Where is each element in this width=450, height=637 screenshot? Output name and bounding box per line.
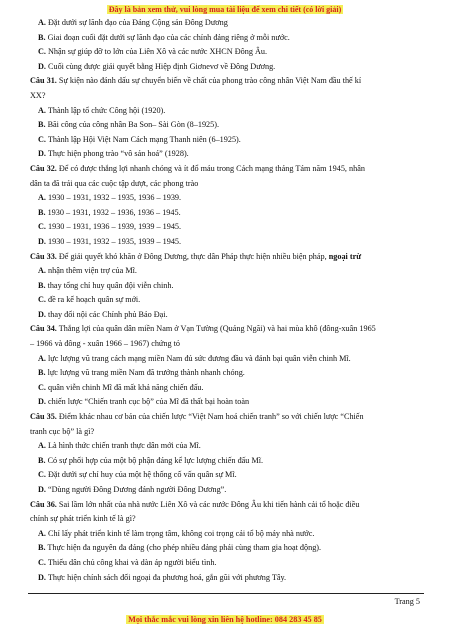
question-content: [30, 16, 422, 585]
question-36-cont: chỉnh sự phát triển kinh tế là gì?: [30, 514, 136, 524]
option-b: B. thay tổng chỉ huy quân đội viễn chinh.: [38, 280, 174, 290]
option-d: D. chiến lược “Chiến tranh cục bộ” của Mĩ đã thất bại hoàn toàn: [38, 397, 250, 407]
preview-banner: Đây là bản xem thử, vui lòng mua tài liệu để xem chi tiết (có lời giải): [108, 5, 342, 14]
option-b: B. Có sự phối hợp của một bộ phận đáng kể lực lượng chiến đấu Mĩ.: [38, 455, 264, 465]
question-31-cont: XX?: [30, 90, 46, 100]
footer-divider: [28, 593, 424, 594]
option-b: B. lực lượng vũ trang miền Nam đã trưởng thành nhanh chóng.: [38, 368, 245, 378]
option-c: C. 1930 – 1931, 1936 – 1939, 1939 – 1945.: [38, 222, 182, 232]
option-b: B. Thực hiện đa nguyên đa đảng (cho phép nhiều đảng phái cùng tham gia hoạt động).: [38, 543, 322, 553]
option-a: A. Chỉ lấy phát triển kinh tế làm trọng tâm, không coi trọng cải tổ bộ máy nhà nước.: [38, 528, 315, 538]
option-c: C. Thiếu dân chủ công khai và dàn áp người biểu tình.: [38, 557, 217, 567]
question-35: Câu 35. Điểm khác nhau cơ bản của chiến lược “Việt Nam hoá chiến tranh” so với chiến lược “Chiến: [30, 412, 364, 422]
option-a: A. lực lượng vũ trang cách mạng miền Nam đủ sức đương đầu và đánh bại quân viễn chinh Mĩ.: [38, 353, 351, 363]
option-c: C. quân viễn chinh Mĩ đã mất khả năng chiến đấu.: [38, 382, 204, 392]
option-c: C. Thành lập Hội Việt Nam Cách mạng Thanh niên (6–1925).: [38, 134, 241, 144]
option-d: D. Thực hiện phong trào “vô sản hoá” (1928).: [38, 149, 189, 159]
option-b: B. Bãi công của công nhân Ba Son– Sài Gòn (8–1925).: [38, 120, 220, 130]
option-d: D. Cuối cùng được giải quyết bằng Hiệp định Giơnevơ về Đông Dương.: [38, 61, 276, 71]
option-a: A. 1930 – 1931, 1932 – 1935, 1936 – 1939.: [38, 193, 182, 203]
option-a: A. Đặt dưới sự lãnh đạo của Đảng Cộng sản Đông Dương: [38, 18, 228, 27]
option-b: B. 1930 – 1931, 1932 – 1936, 1936 – 1945.: [38, 207, 181, 217]
question-33: Câu 33. Để giải quyết khó khăn ở Đông Dương, thực dân Pháp thực hiện nhiều biện pháp, ngoại trừ: [30, 251, 362, 261]
question-32-cont: dân ta đã trải qua các cuộc tập dượt, các phong trào: [30, 178, 199, 188]
hotline-banner: Mọi thắc mắc vui lòng xin liên hệ hotline: 084 283 45 85: [128, 615, 322, 624]
option-c: C. Nhận sự giúp đỡ to lớn của Liên Xô và các nước XHCN Đông Âu.: [38, 47, 268, 57]
question-36: Câu 36. Sai lầm lớn nhất của nhà nước Liên Xô và các nước Đông Âu khi tiến hành cải tổ hoặc điều: [30, 499, 360, 509]
option-d: D. 1930 – 1931, 1932 – 1935, 1939 – 1945.: [38, 236, 182, 246]
option-d: D. thay đổi nội các Chính phủ Bảo Đại.: [38, 309, 168, 319]
option-d: D. Thực hiện chính sách đối ngoại đa phương hoá, gắn gũi với phương Tây.: [38, 572, 287, 582]
option-a: A. nhận thêm viện trợ của Mĩ.: [38, 266, 137, 276]
option-c: C. đề ra kế hoạch quân sự mới.: [38, 295, 141, 305]
question-34: Câu 34. Thắng lợi của quân dân miền Nam ở Vạn Tường (Quảng Ngãi) và hai mùa khô (đông-xuân 1965: [30, 324, 376, 334]
question-34-cont: – 1966 và đông - xuân 1966 – 1967) chứng tỏ: [30, 339, 180, 349]
question-35-cont: tranh cục bộ” là gì?: [30, 426, 95, 436]
option-a: A. Là hình thức chiến tranh thực dân mới của Mĩ.: [38, 441, 201, 451]
option-d: D. “Dùng người Đông Dương đánh người Đông Dương”.: [38, 485, 227, 494]
option-c: C. Đặt dưới sự chỉ huy của một hệ thống cố vấn quân sự Mĩ.: [38, 470, 237, 480]
option-b: B. Giai đoạn cuối đặt dưới sự lãnh đạo của các chính đảng riêng ở mỗi nước.: [38, 32, 290, 42]
page-number: Trang 5: [394, 597, 420, 606]
question-31: Câu 31. Sự kiện nào đánh dấu sự chuyển biến về chất của phong trào công nhân Việt Nam đầu thế kỉ: [30, 76, 362, 86]
question-32: Câu 32. Để có được thắng lợi nhanh chóng và ít đổ máu trong Cách mạng tháng Tám năm 1945, nhân: [30, 163, 365, 173]
option-a: A. Thành lập tổ chức Công hội (1920).: [38, 105, 166, 115]
